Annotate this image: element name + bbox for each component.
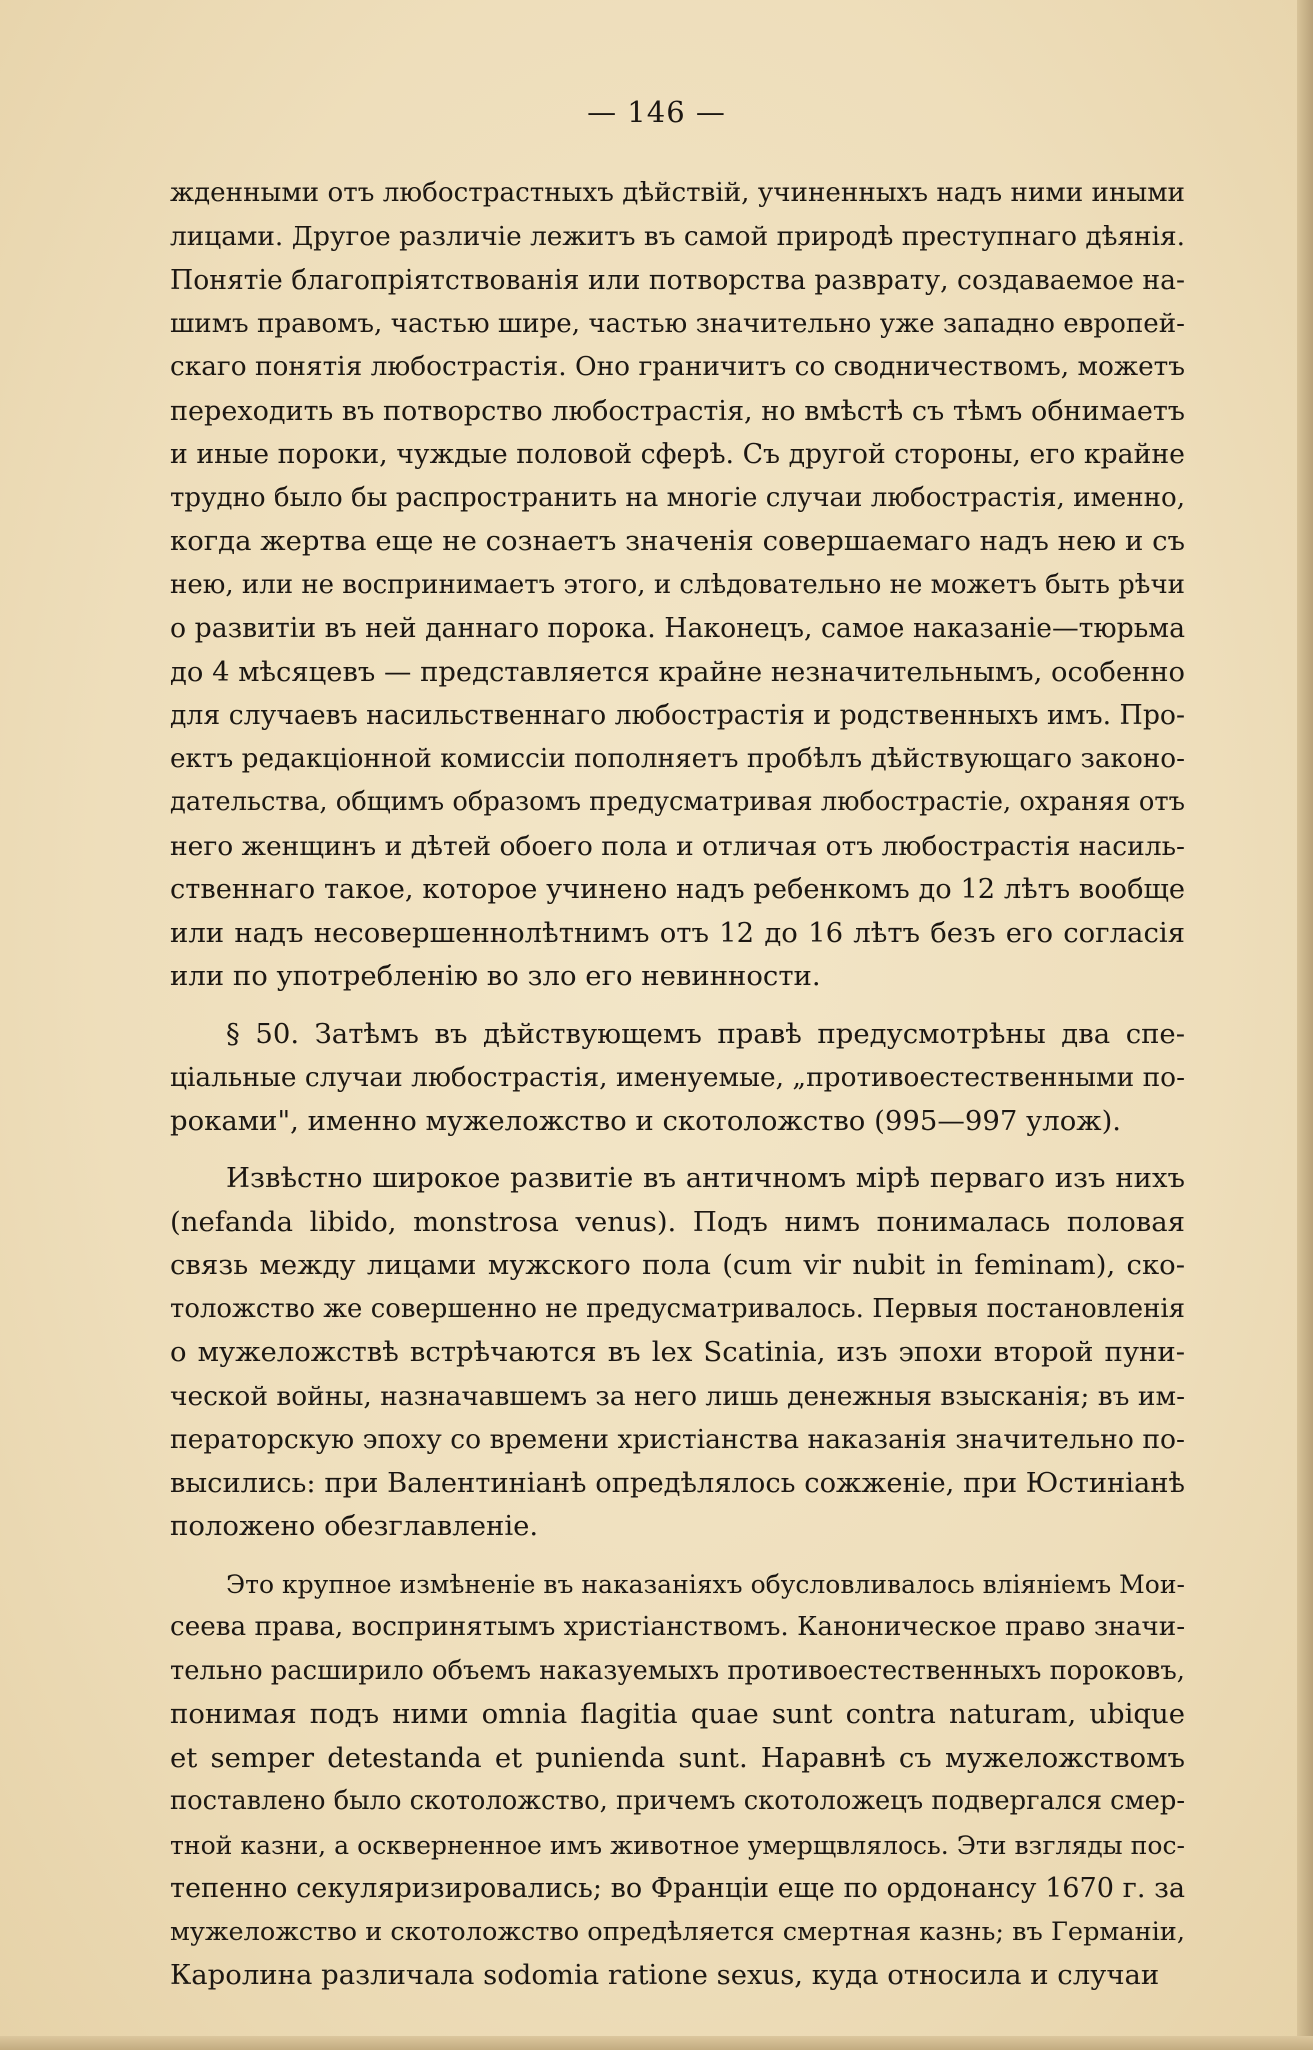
text-line: до 4 мѣсяцевъ — представляется крайне незначительнымъ, особенно <box>170 656 1185 688</box>
text-line: сеева права, воспринятымъ христіанствомъ. Каноническое право значи- <box>170 1612 1185 1642</box>
text-line: шимъ правомъ, частью шире, частью значительно уже западно европей- <box>170 308 1185 339</box>
text-line: лицами. Другое различіе лежитъ въ самой природѣ преступнаго дѣянія. <box>170 221 1185 252</box>
text-line: нею, или не воспринимаетъ этого, и слѣдовательно не можетъ быть рѣчи <box>170 569 1185 600</box>
text-line: трудно было бы распространить на многіе случаи любострастія, именно, <box>170 482 1185 513</box>
text-line: о развитіи въ ней даннаго порока. Наконецъ, самое наказаніе—тюрьма <box>170 613 1185 644</box>
text-line: Понятіе благопріятствованія или потворства разврату, создаваемое на- <box>170 265 1185 296</box>
text-line: или по употребленію во зло его невинности. <box>170 960 821 992</box>
text-line: толожство же совершенно не предусматривалось. Первыя постановленія <box>170 1293 1185 1324</box>
paragraph-1 <box>170 172 1185 999</box>
text-line: связь между лицами мужского пола (cum vir nubit in feminam), ско- <box>170 1249 1185 1281</box>
text-line: о мужеложствѣ встрѣчаются въ lex Scatinia, изъ эпохи второй пуни- <box>170 1336 1185 1368</box>
text-line: Извѣстно широкое развитіе въ античномъ мірѣ перваго изъ нихъ <box>226 1162 1185 1194</box>
text-line: ціальные случаи любострастія, именуемые, „противоестественными по- <box>170 1062 1185 1093</box>
text-line: понимая подъ ними omnia flagitia quae sunt contra naturam, ubique <box>170 1698 1185 1730</box>
text-line: переходить въ потворство любострастія, но вмѣстѣ съ тѣмъ обнимаетъ <box>170 395 1185 427</box>
text-line: поставлено было скотоложство, причемъ скотоложецъ подвергался смер- <box>170 1786 1185 1816</box>
page-edge-right <box>1297 0 1313 2050</box>
text-line: Каролина различала sodomia ratione sexus, куда относила и случаи <box>170 1959 1160 1991</box>
text-line: (nefanda libido, monstrosa venus). Подъ нимъ понималась половая <box>170 1205 1185 1238</box>
paragraph-4 <box>170 1563 1185 1998</box>
text-line: Это крупное измѣненіе въ наказаніяхъ обусловливалось вліяніемъ Мои- <box>226 1569 1185 1599</box>
text-line: или надъ несовершеннолѣтнимъ отъ 12 до 16 лѣтъ безъ его согласія <box>170 916 1185 949</box>
text-line: скаго понятія любострастія. Оно граничитъ со сводничествомъ, можетъ <box>170 352 1185 382</box>
text-line: него женщинъ и дѣтей обоего пола и отличая отъ любострастія насиль- <box>170 830 1185 862</box>
text-line: ческой войны, назначавшемъ за него лишь денежныя взысканія; въ им- <box>170 1380 1185 1412</box>
text-line: положено обезглавленіе. <box>170 1510 539 1542</box>
text-line: и иные пороки, чуждые половой сферѣ. Съ другой стороны, его крайне <box>170 439 1185 470</box>
text-line: тной казни, а оскверненное имъ животное умерщвлялось. Эти взгляды пос- <box>170 1830 1185 1860</box>
page-number: — 146 — <box>587 95 726 129</box>
paragraph-2 <box>170 1013 1185 1144</box>
text-line: § 50. Затѣмъ въ дѣйствующемъ правѣ предусмотрѣны два спе- <box>226 1017 1185 1050</box>
text-line: тельно расширило объемъ наказуемыхъ противоестественныхъ пороковъ, <box>170 1655 1185 1686</box>
text-line: роками", именно мужеложство и скотоложство (995—997 улож). <box>170 1104 1122 1137</box>
text-line: ственнаго такое, которое учинено надъ ребенкомъ до 12 лѣтъ вообще <box>170 874 1185 905</box>
text-line: et semper detestanda et punienda sunt. Наравнѣ съ мужеложствомъ <box>170 1741 1185 1774</box>
text-line: для случаевъ насильственнаго любострастія и родственныхъ имъ. Про- <box>170 700 1185 731</box>
paragraph-3 <box>170 1157 1185 1549</box>
text-line: ектъ редакціонной комиссіи пополняетъ пробѣлъ дѣйствующаго законо- <box>170 743 1185 774</box>
text-line: дательства, общимъ образомъ предусматривая любострастіе, охраняя отъ <box>170 787 1185 817</box>
text-line: тепенно секуляризировались; во Франціи еще по ордонансу 1670 г. за <box>170 1873 1185 1904</box>
text-line: когда жертва еще не сознаетъ значенія совершаемаго надъ нею и съ <box>170 525 1185 557</box>
text-line: ператорскую эпоху со времени христіанства наказанія значительно по- <box>170 1424 1185 1455</box>
body-text <box>170 172 1185 1998</box>
text-line: жденными отъ любострастныхъ дѣйствій, учиненныхъ надъ ними иными <box>170 178 1185 208</box>
page-edge-bottom <box>0 2036 1313 2050</box>
text-line: мужеложство и скотоложство опредѣляется смертная казнь; въ Германіи, <box>170 1916 1185 1947</box>
text-line: высились: при Валентиніанѣ опредѣлялось сожженіе, при Юстиніанѣ <box>170 1467 1185 1499</box>
